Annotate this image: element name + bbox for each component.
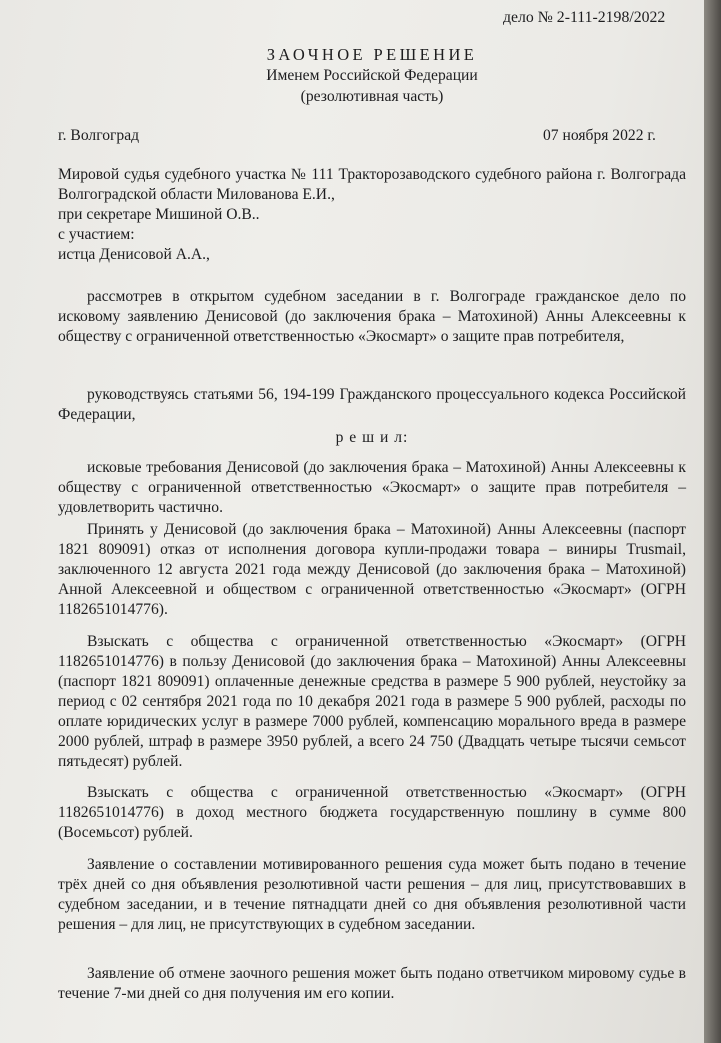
paragraph-considered: рассмотрев в открытом судебном заседании в г. Волгограде гражданское дело по исковому заявлению Денисовой (до заключения брака – Матохиной) Анны Алексеевны к обществу с ограниченной ответственностью «Экосмарт» о защите прав потребителя,: [58, 288, 686, 345]
case-number: дело № 2-111-2198/2022: [503, 9, 666, 26]
paragraph-cancel: Заявление об отмене заочного решения может быть подано ответчиком мировому судье в течение 7-ми дней со дня получения им его копии.: [58, 965, 686, 1002]
paragraph-accept: Принять у Денисовой (до заключения брака – Матохиной) Анны Алексеевны (паспорт 1821 809091) отказ от исполнения договора купли-продажи товара – виниры Trusmail, заключенного 12 августа 2021 года между Денисовой (до заключения брака – Матохиной) Анной Алексеевной и обществом с ограниченной ответственностью «Экосмарт» (ОГРН 1182651014776).: [58, 521, 686, 618]
judge-line: Мировой судья судебного участка № 111 Тракторозаводского судебного района г. Волгограда Волгоградской области Милованова Е.И.,: [58, 166, 686, 203]
decided-heading: р е ш и л:: [335, 429, 409, 446]
plaintiff-line: истца Денисовой А.А.,: [58, 246, 210, 263]
paragraph-collect-budget: Взыскать с общества с ограниченной ответственностью «Экосмарт» (ОГРН 1182651014776) в доход местного бюджета государственную пошлину в сумме 800 (Восемьсот) рублей.: [58, 784, 686, 841]
decision-date: 07 ноября 2022 г.: [543, 127, 656, 144]
page-edge-shadow: [704, 0, 721, 1043]
document-subtitle: Именем Российской Федерации: [266, 67, 478, 84]
paragraph-guided: руководствуясь статьями 56, 194-199 Гражданского процессуального кодекса Российской Федерации,: [58, 386, 686, 423]
decision-place: г. Волгоград: [58, 127, 140, 144]
paragraph-motivated: Заявление о составлении мотивированного решения суда может быть подано в течение трёх дней со дня объявления резолютивной части решения – для лиц, присутствовавших в судебном заседании, и в течение пятнадцати дней со дня объявления резолютивной части решения – для лиц, не присутствующих в судебном заседании.: [58, 856, 686, 933]
paragraph-claims: исковые требования Денисовой (до заключения брака – Матохиной) Анны Алексеевны к обществу с ограниченной ответственностью «Экосмарт» о защите прав потребителя – удовлетворить частично.: [58, 459, 686, 516]
secretary-line: при секретаре Мишиной О.В..: [58, 206, 260, 223]
document-part: (резолютивная часть): [300, 88, 444, 105]
document-title: ЗАОЧНОЕ РЕШЕНИЕ: [266, 45, 478, 64]
participation-line: с участием:: [58, 226, 135, 243]
paragraph-collect-plaintiff: Взыскать с общества с ограниченной ответственностью «Экосмарт» (ОГРН 1182651014776) в пользу Денисовой (до заключения брака – Матохиной) Анны Алексеевны (паспорт 1821 809091) оплаченные денежные средства в размере 5 900 рублей, неустойку за период с 02 сентября 2021 года по 10 декабря 2021 года в размере 5 900 рублей, расходы по оплате юридических услуг в размере 7000 рублей, компенсацию морального вреда в размере 2000 рублей, штраф в размере 3950 рублей, а всего 24 750 (Двадцать четыре тысячи семьсот пятьдесят) рублей.: [58, 633, 686, 770]
